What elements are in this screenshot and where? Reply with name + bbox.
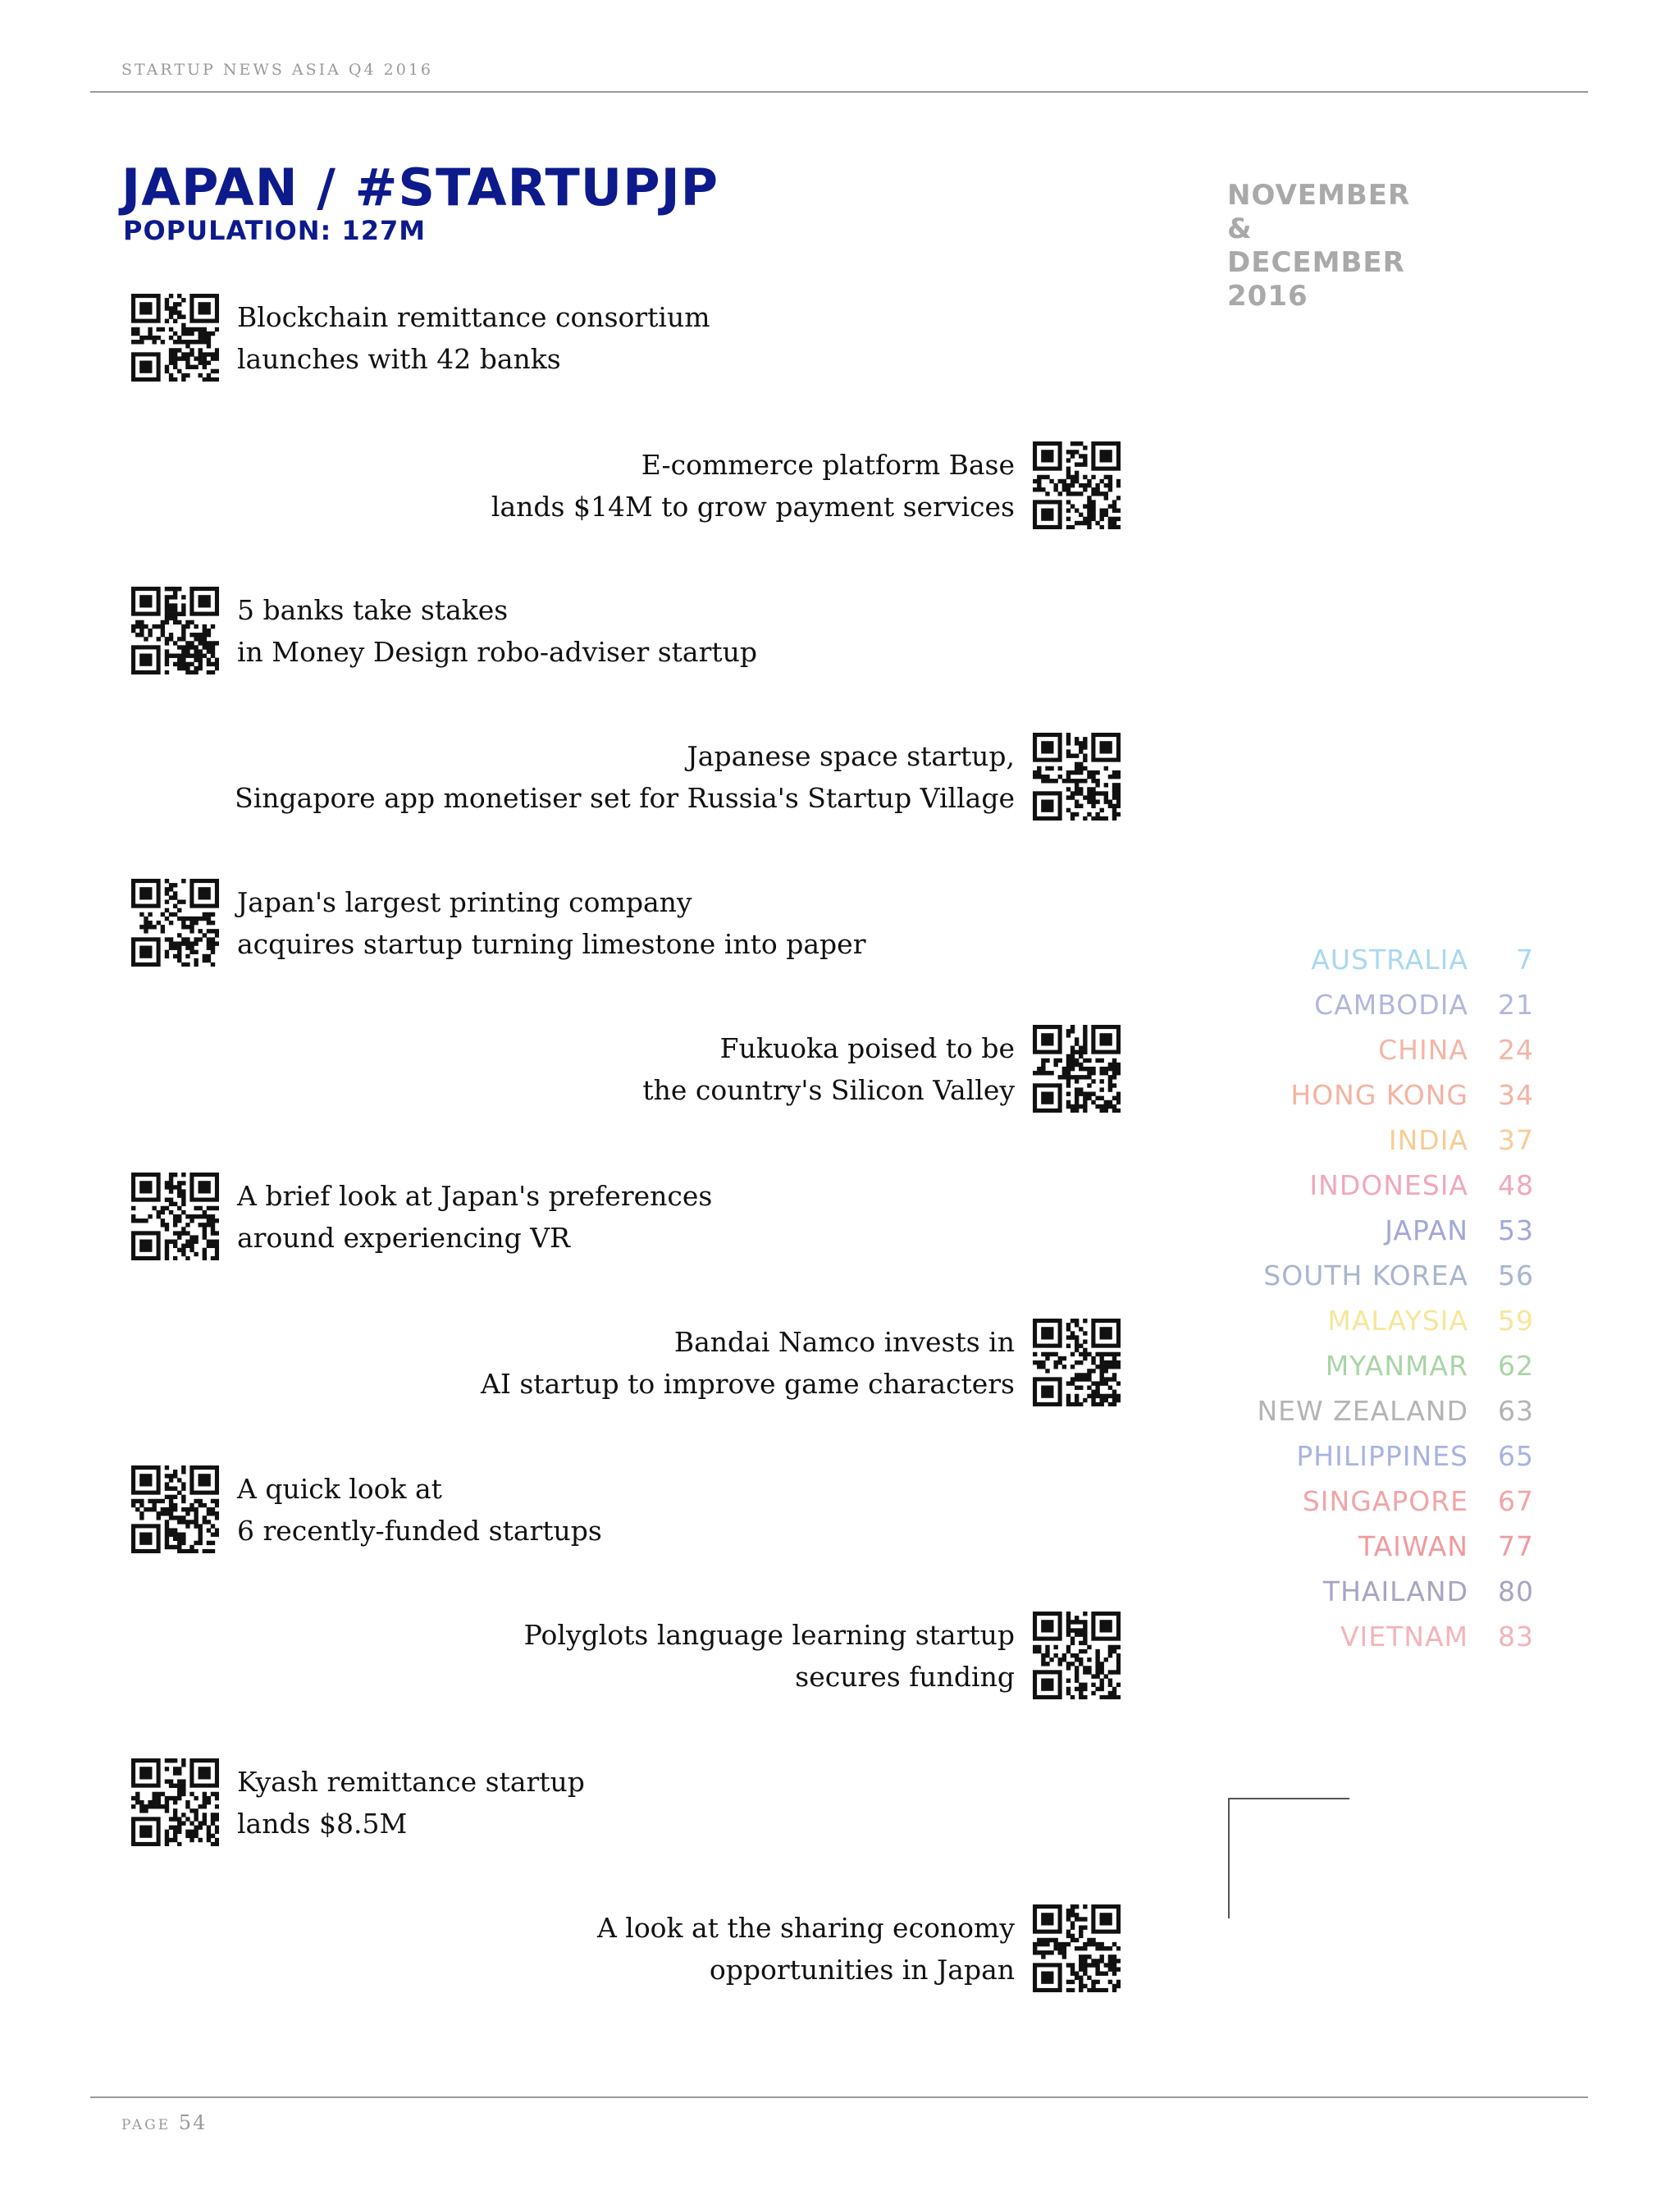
country-page-number: 77 [1498, 1530, 1534, 1562]
country-page-number: 63 [1498, 1395, 1534, 1427]
country-name: MALAYSIA [1327, 1305, 1468, 1337]
country-page-number: 53 [1498, 1214, 1534, 1246]
qr-code-icon[interactable] [1033, 1904, 1121, 1992]
article-headline[interactable] [237, 1175, 712, 1259]
article-item[interactable] [131, 294, 710, 382]
country-index-row[interactable] [1230, 1575, 1542, 1621]
article-headline[interactable] [237, 296, 710, 380]
article-item[interactable] [524, 1612, 1121, 1699]
country-page-number: 56 [1498, 1260, 1534, 1292]
qr-code-icon[interactable] [131, 1465, 219, 1553]
article-item[interactable] [597, 1904, 1121, 1992]
article-item[interactable] [131, 1173, 712, 1260]
country-index-row[interactable] [1230, 1034, 1542, 1079]
article-headline[interactable] [237, 589, 757, 673]
qr-code-icon[interactable] [1033, 1612, 1121, 1699]
article-headline-line: Bandai Namco invests in [673, 1325, 1015, 1358]
article-headline-line: Singapore app monetiser set for Russia's Startup Village [235, 781, 1015, 814]
article-headline-line: 6 recently-funded startups [237, 1514, 602, 1547]
qr-code-icon[interactable] [1033, 733, 1121, 821]
qr-code-icon[interactable] [131, 879, 219, 967]
corner-mark-horizontal [1228, 1798, 1349, 1799]
country-index-row[interactable] [1230, 1305, 1542, 1350]
article-headline[interactable] [642, 1027, 1015, 1111]
qr-code-icon[interactable] [1033, 441, 1121, 529]
country-name: SOUTH KOREA [1263, 1260, 1468, 1292]
article-item[interactable] [642, 1025, 1121, 1113]
article-item[interactable] [235, 733, 1121, 821]
article-headline-line: A look at the sharing economy [596, 1911, 1015, 1944]
article-item[interactable] [481, 1319, 1121, 1406]
country-index-row[interactable] [1230, 989, 1542, 1034]
page-title: JAPAN / #STARTUPJP [121, 158, 719, 217]
header-divider [90, 91, 1588, 93]
country-page-number: 59 [1498, 1305, 1534, 1337]
country-index-row[interactable] [1230, 1079, 1542, 1124]
corner-mark-vertical [1228, 1798, 1230, 1918]
article-headline-line: 5 banks take stakes [237, 593, 509, 626]
country-name: HONG KONG [1290, 1079, 1468, 1111]
country-page-number: 37 [1498, 1124, 1534, 1156]
article-headline[interactable] [491, 444, 1015, 528]
qr-code-icon[interactable] [131, 587, 219, 674]
article-headline-line: the country's Silicon Valley [642, 1073, 1015, 1106]
article-item[interactable] [131, 879, 865, 967]
qr-code-icon[interactable] [131, 1173, 219, 1260]
article-headline[interactable] [481, 1321, 1015, 1405]
country-name: TAIWAN [1358, 1530, 1468, 1562]
country-name: SINGAPORE [1302, 1485, 1468, 1517]
article-headline-line: acquires startup turning limestone into paper [237, 927, 866, 960]
article-headline[interactable] [237, 1468, 602, 1552]
running-head: STARTUP NEWS ASIA Q4 2016 [121, 61, 433, 79]
article-headline-line: A quick look at [237, 1472, 442, 1505]
article-headline-line: Japan's largest printing company [237, 885, 692, 918]
country-page-number: 80 [1498, 1575, 1534, 1607]
country-page-number: 67 [1498, 1485, 1534, 1517]
article-headline-line: lands $14M to grow payment services [491, 490, 1015, 523]
country-name: INDIA [1388, 1124, 1468, 1156]
country-page-number: 62 [1498, 1350, 1534, 1382]
article-headline-line: AI startup to improve game characters [481, 1367, 1015, 1400]
country-name: VIETNAM [1340, 1621, 1468, 1653]
country-index-row[interactable] [1230, 1530, 1542, 1575]
country-name: NEW ZEALAND [1257, 1395, 1468, 1427]
page-label: PAGE [121, 2117, 171, 2133]
article-headline-line: secures funding [795, 1660, 1015, 1693]
article-item[interactable] [131, 1758, 585, 1846]
country-index-row[interactable] [1230, 1350, 1542, 1395]
country-name: THAILAND [1322, 1575, 1468, 1607]
article-headline[interactable] [237, 1761, 585, 1845]
issue-date [1227, 179, 1410, 313]
article-headline-line: launches with 42 banks [237, 342, 561, 375]
article-headline-line: lands $8.5M [237, 1807, 408, 1840]
footer-divider [90, 2096, 1588, 2098]
article-headline-line: Polyglots language learning startup [523, 1618, 1015, 1651]
country-name: AUSTRALIA [1311, 944, 1468, 976]
country-name: INDONESIA [1309, 1169, 1468, 1201]
qr-code-icon[interactable] [1033, 1319, 1121, 1406]
article-headline-line: Fukuoka poised to be [719, 1031, 1015, 1064]
country-page-number: 34 [1498, 1079, 1534, 1111]
country-name: MYANMAR [1325, 1350, 1468, 1382]
date-month-2: DECEMBER [1227, 246, 1405, 279]
page-number-value: 54 [178, 2111, 208, 2134]
article-headline-line: Kyash remittance startup [237, 1765, 585, 1798]
country-index-row[interactable] [1230, 1485, 1542, 1530]
article-headline[interactable] [237, 881, 865, 965]
country-index [1230, 944, 1542, 1666]
qr-code-icon[interactable] [131, 294, 219, 382]
date-year: 2016 [1227, 280, 1308, 313]
article-headline-line: E-commerce platform Base [641, 448, 1015, 481]
date-month-1: NOVEMBER [1227, 179, 1411, 212]
article-headline[interactable] [597, 1907, 1015, 1991]
page-number [121, 2111, 207, 2134]
country-page-number: 83 [1498, 1621, 1534, 1653]
country-index-row[interactable] [1230, 1169, 1542, 1214]
country-name: CAMBODIA [1314, 989, 1468, 1021]
country-page-number: 48 [1498, 1169, 1534, 1201]
country-name: JAPAN [1385, 1214, 1468, 1246]
article-headline-line: Blockchain remittance consortium [237, 300, 710, 333]
article-item[interactable] [491, 441, 1121, 529]
country-name: PHILIPPINES [1296, 1440, 1468, 1472]
country-index-row[interactable] [1230, 1124, 1542, 1169]
article-headline[interactable] [235, 735, 1015, 819]
country-page-number: 7 [1516, 944, 1534, 976]
country-index-row[interactable] [1230, 1621, 1542, 1666]
qr-code-icon[interactable] [131, 1758, 219, 1846]
article-headline-line: in Money Design robo-adviser startup [237, 635, 758, 668]
country-index-row[interactable] [1230, 1395, 1542, 1440]
article-headline-line: opportunities in Japan [709, 1953, 1015, 1986]
country-index-row[interactable] [1230, 1440, 1542, 1485]
country-index-row[interactable] [1230, 1214, 1542, 1260]
article-headline-line: Japanese space startup, [687, 739, 1015, 772]
country-page-number: 21 [1498, 989, 1534, 1021]
article-headline-line: A brief look at Japan's preferences [237, 1179, 713, 1212]
country-name: CHINA [1378, 1034, 1468, 1066]
country-page-number: 24 [1498, 1034, 1534, 1066]
country-page-number: 65 [1498, 1440, 1534, 1472]
population-subtitle: POPULATION: 127M [123, 215, 427, 246]
country-index-row[interactable] [1230, 944, 1542, 989]
date-ampersand: & [1227, 213, 1253, 245]
article-headline[interactable] [524, 1614, 1015, 1698]
article-item[interactable] [131, 1465, 602, 1553]
country-index-row[interactable] [1230, 1260, 1542, 1305]
qr-code-icon[interactable] [1033, 1025, 1121, 1113]
article-headline-line: around experiencing VR [237, 1221, 570, 1254]
article-item[interactable] [131, 587, 757, 674]
